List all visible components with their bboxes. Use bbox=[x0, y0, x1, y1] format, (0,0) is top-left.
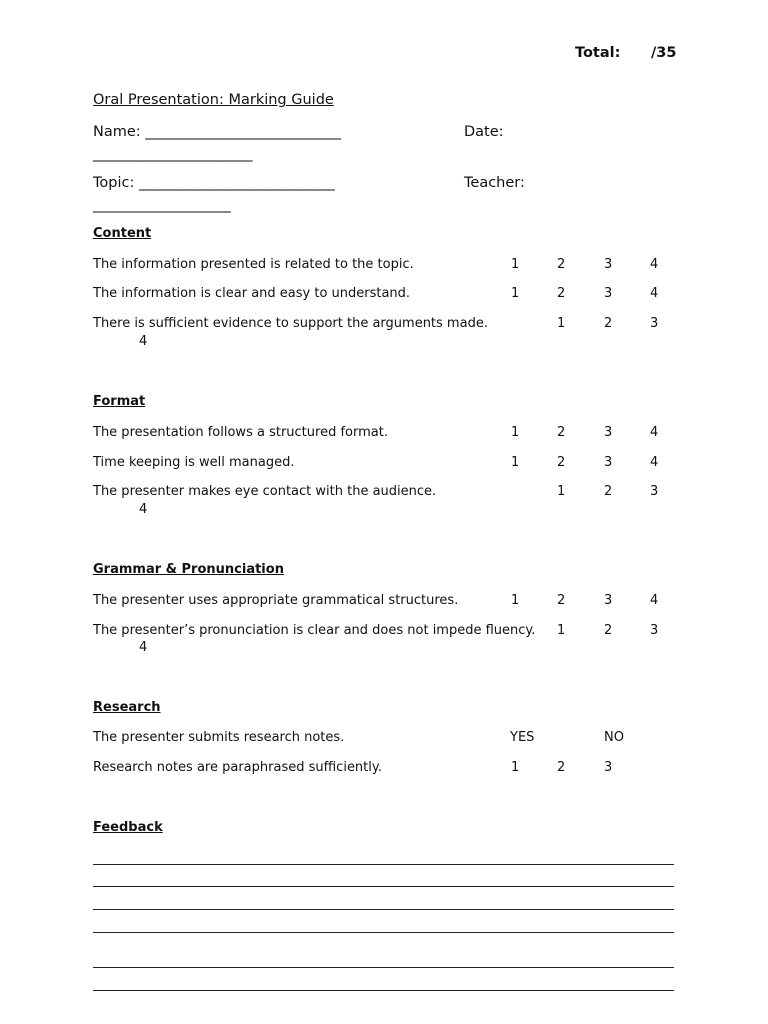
score-3: 3 bbox=[604, 455, 613, 470]
score-3: 3 bbox=[604, 257, 613, 272]
score-2: 2 bbox=[604, 484, 613, 499]
score-4: 4 bbox=[650, 286, 659, 301]
criterion-text: The presenter’s pronunciation is clear and does not impede fluency. bbox=[93, 623, 536, 638]
score-2: 2 bbox=[557, 593, 566, 608]
score-1: 1 bbox=[511, 425, 520, 440]
score-4: 4 bbox=[650, 425, 659, 440]
score-2: 2 bbox=[557, 257, 566, 272]
feedback-line[interactable] bbox=[93, 967, 674, 968]
section-heading-grammar: Grammar & Pronunciation bbox=[93, 562, 284, 577]
criterion-text: The information presented is related to the topic. bbox=[93, 257, 414, 272]
total-label: Total: bbox=[575, 45, 621, 61]
feedback-line[interactable] bbox=[93, 864, 674, 865]
criterion-text: There is sufficient evidence to support the arguments made. bbox=[93, 316, 488, 331]
score-1: 1 bbox=[511, 257, 520, 272]
score-1: 1 bbox=[557, 623, 566, 638]
feedback-line[interactable] bbox=[93, 932, 674, 933]
score-3: 3 bbox=[604, 425, 613, 440]
section-heading-feedback: Feedback bbox=[93, 820, 163, 835]
section-heading-format: Format bbox=[93, 394, 146, 409]
score-3: 3 bbox=[604, 286, 613, 301]
criterion-text: Research notes are paraphrased sufficiently. bbox=[93, 760, 382, 775]
score-4: 4 bbox=[650, 593, 659, 608]
score-3: 3 bbox=[650, 484, 659, 499]
criterion-text: The presenter submits research notes. bbox=[93, 730, 345, 745]
date-field-line: ______________________ bbox=[93, 146, 253, 162]
score-3: 3 bbox=[604, 593, 613, 608]
teacher-label: Teacher: bbox=[464, 175, 525, 191]
score-1: 1 bbox=[511, 455, 520, 470]
no-option: NO bbox=[604, 730, 624, 745]
score-4: 4 bbox=[139, 502, 148, 517]
score-4: 4 bbox=[650, 455, 659, 470]
score-1: 1 bbox=[557, 484, 566, 499]
score-2: 2 bbox=[557, 455, 566, 470]
section-heading-research: Research bbox=[93, 700, 161, 715]
criterion-text: Time keeping is well managed. bbox=[93, 455, 295, 470]
topic-field: Topic: ___________________________ bbox=[93, 175, 335, 191]
score-2: 2 bbox=[557, 760, 566, 775]
page-title: Oral Presentation: Marking Guide bbox=[93, 92, 334, 108]
criterion-text: The information is clear and easy to understand. bbox=[93, 286, 411, 301]
score-4: 4 bbox=[139, 334, 148, 349]
score-2: 2 bbox=[557, 286, 566, 301]
section-heading-content: Content bbox=[93, 226, 152, 241]
criterion-text: The presenter uses appropriate grammatical structures. bbox=[93, 593, 459, 608]
score-1: 1 bbox=[511, 760, 520, 775]
name-field: Name: ___________________________ bbox=[93, 124, 342, 140]
score-1: 1 bbox=[557, 316, 566, 331]
feedback-line[interactable] bbox=[93, 909, 674, 910]
score-1: 1 bbox=[511, 286, 520, 301]
criterion-text: The presenter makes eye contact with the audience. bbox=[93, 484, 437, 499]
teacher-field-line: ___________________ bbox=[93, 197, 231, 213]
total-value: /35 bbox=[651, 45, 677, 61]
yes-option: YES bbox=[510, 730, 535, 745]
feedback-line[interactable] bbox=[93, 990, 674, 991]
criterion-text: The presentation follows a structured format. bbox=[93, 425, 388, 440]
score-4: 4 bbox=[139, 640, 148, 655]
score-2: 2 bbox=[604, 316, 613, 331]
score-3: 3 bbox=[604, 760, 613, 775]
date-label: Date: bbox=[464, 124, 504, 140]
score-2: 2 bbox=[557, 425, 566, 440]
feedback-line[interactable] bbox=[93, 886, 674, 887]
score-2: 2 bbox=[604, 623, 613, 638]
score-3: 3 bbox=[650, 316, 659, 331]
score-4: 4 bbox=[650, 257, 659, 272]
score-1: 1 bbox=[511, 593, 520, 608]
score-3: 3 bbox=[650, 623, 659, 638]
